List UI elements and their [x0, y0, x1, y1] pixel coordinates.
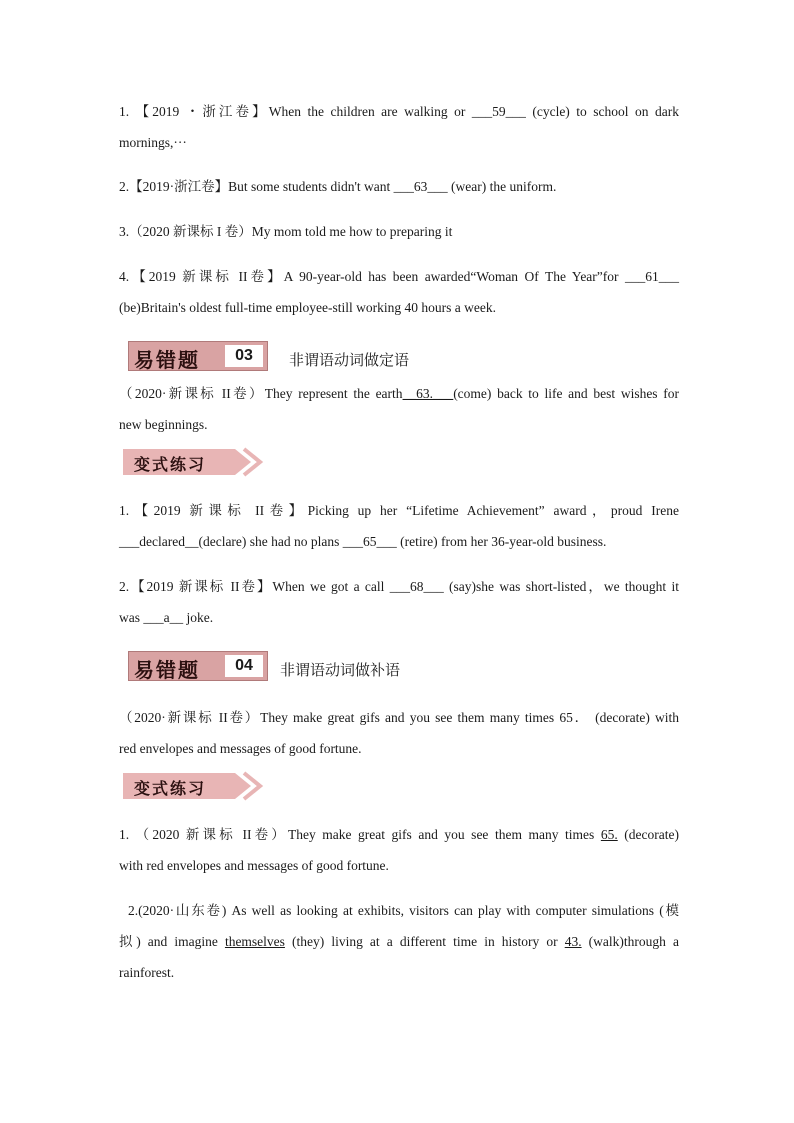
practice-label: 变式练习 [134, 455, 207, 474]
section-04-practice-1-line-2: with red envelopes and messages of good fortune. [119, 858, 389, 873]
answer-blank: 43. [564, 934, 582, 949]
section-04-title: 非谓语动词做补语 [280, 661, 401, 679]
banner-number: 03 [225, 345, 263, 367]
section-04-practice-2-line-3: rainforest. [119, 965, 175, 980]
section-03-practice-2-line-1: 2.【2019 新课标 II卷】When we got a call ___68___ (say)she was short-listed，we thought it [119, 579, 679, 594]
banner-number: 04 [225, 655, 263, 677]
answer-blank: themselves [224, 934, 285, 949]
section-04-practice-1-line-1 [119, 827, 679, 843]
question-2: 2.【2019·浙江卷】But some students didn't want ___63___ (wear) the uniform. [119, 179, 557, 194]
answer-blank: __63.___ [402, 386, 454, 401]
question-1-line-2: mornings,··· [119, 135, 187, 150]
answer-blank: 65. [600, 827, 618, 842]
section-04-practice-2-line-2 [119, 934, 679, 950]
practice-text: (decorate) [617, 827, 679, 842]
practice-banner-2 [120, 769, 270, 803]
chevron-arrow-icon [230, 769, 270, 803]
chevron-arrow-icon [230, 445, 270, 479]
banner-label: 易错题 [134, 658, 200, 682]
error-prone-banner-04 [128, 651, 268, 681]
practice-text: (walk)through a [581, 934, 679, 949]
practice-text: 1. （2020 新课标 II卷）They make great gifs and you see them many times [119, 827, 601, 842]
question-1-line-1: 1. 【2019 ・浙江卷】When the children are walking or ___59___ (cycle) to school on dark [119, 104, 679, 119]
practice-text: (they) living at a different time in history or [284, 934, 565, 949]
section-04-practice-2-line-1: 2.(2020·山东卷) As well as looking at exhibits, visitors can play with computer simulations (模 [128, 903, 679, 918]
practice-label: 变式练习 [134, 779, 207, 798]
practice-banner-1 [120, 445, 270, 479]
section-04-example-line-1: （2020·新课标 II卷）They make great gifs and you see them many times 65． (decorate) with [119, 710, 679, 725]
example-text: （2020·新课标 II卷）They represent the earth [119, 386, 403, 401]
section-03-example-line-2: new beginnings. [119, 417, 208, 432]
question-4-line-2: (be)Britain's oldest full-time employee-still working 40 hours a week. [119, 300, 496, 315]
section-03-practice-1-line-1: 1.【2019 新课标 II卷】Picking up her “Lifetime Achievement” award，proud Irene [119, 503, 679, 518]
example-text: (come) back to life and best wishes for [453, 386, 680, 401]
question-4-line-1: 4.【2019 新课标 II卷】A 90-year-old has been awarded“Woman Of The Year”for ___61___ [119, 269, 679, 284]
banner-label: 易错题 [134, 348, 200, 372]
section-03-practice-1-line-2: ___declared__(declare) she had no plans ___65___ (retire) from her 36-year-old business. [119, 534, 607, 549]
error-prone-banner-03 [128, 341, 268, 371]
section-03-example-line-1 [119, 386, 679, 402]
section-03-title: 非谓语动词做定语 [289, 351, 410, 369]
section-04-example-line-2: red envelopes and messages of good fortune. [119, 741, 362, 756]
section-03-practice-2-line-2: was ___a__ joke. [119, 610, 214, 625]
practice-text: 拟) and imagine [119, 934, 225, 949]
question-3: 3.（2020 新课标 I 卷）My mom told me how to preparing it [119, 224, 453, 239]
